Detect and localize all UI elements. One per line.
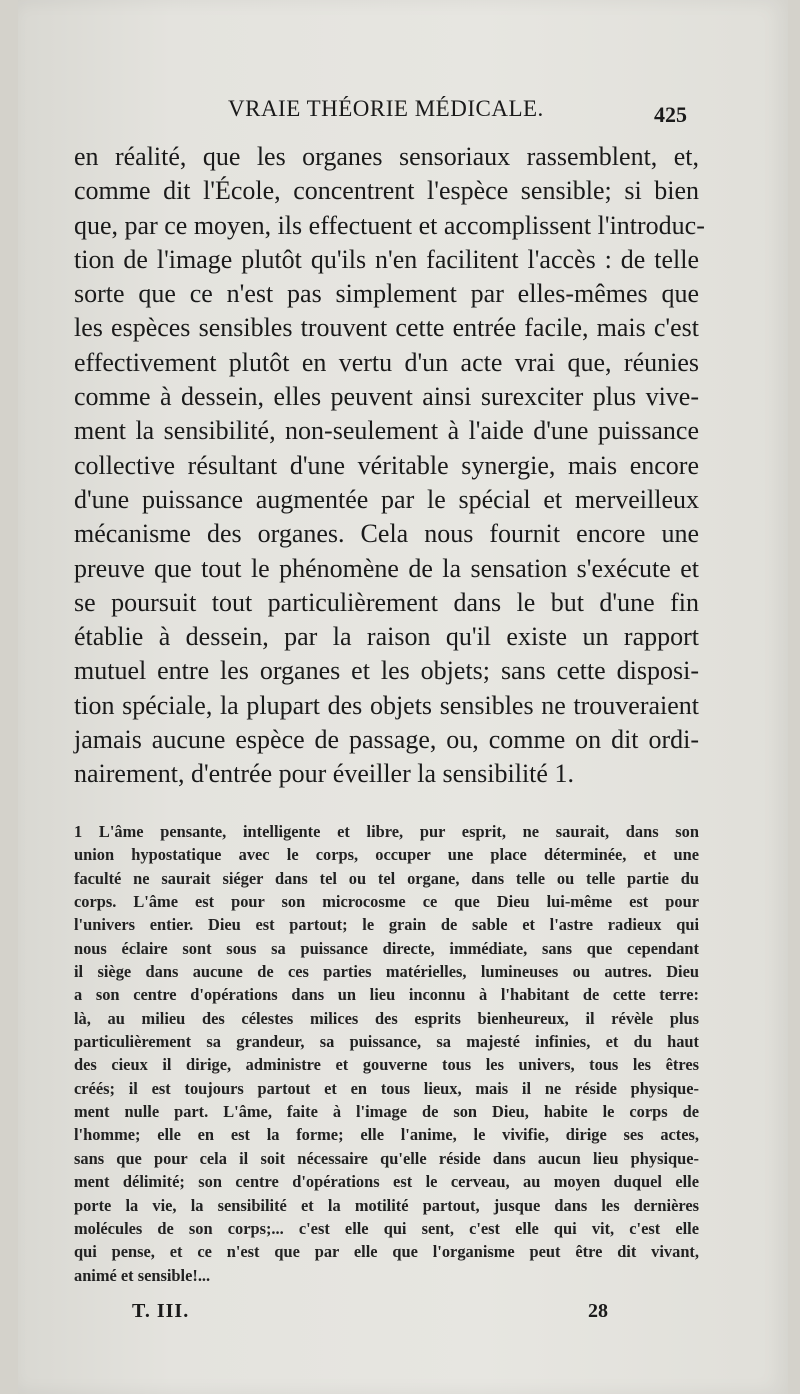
footnote-line: créés; il est toujours partout et en tous lieux, mais il ne réside physique- (74, 1078, 699, 1098)
footnote-line: ment nulle part. L'âme, faite à l'image de son Dieu, habite le corps de (74, 1102, 699, 1122)
text-line: d'une puissance augmentée par le spécial et merveilleux (74, 484, 699, 514)
footnote-line: là, au milieu des célestes milices des esprits bienheureux, il révèle plus (74, 1008, 699, 1028)
footnote-line: qui pense, et ce n'est que par elle que l'organisme peut être dit vivant, (74, 1242, 699, 1262)
text-line: en réalité, que les organes sensoriaux rassemblent, et, (74, 142, 699, 171)
text-line: les espèces sensibles trouvent cette entrée facile, mais c'est (74, 313, 699, 343)
page-header (0, 96, 800, 130)
footnote-line: nous éclaire sont sous sa puissance directe, immédiate, sans que cependant (74, 938, 699, 958)
text-line: mutuel entre les organes et les objets; sans cette disposi- (74, 656, 699, 686)
text-line: collective résultant d'une véritable synergie, mais encore (74, 450, 699, 480)
footnote-block (74, 820, 699, 1287)
footnote-line: l'univers entier. Dieu est partout; le grain de sable et l'astre radieux qui (74, 915, 699, 935)
running-head: VRAIE THÉORIE MÉDICALE. (228, 96, 544, 121)
footnote-line: molécules de son corps;... c'est elle qui sent, c'est elle qui vit, c'est elle (74, 1218, 699, 1238)
footnote-line: animé et sensible!... (74, 1265, 211, 1285)
text-line: mécanisme des organes. Cela nous fournit encore une (74, 519, 699, 549)
footnote-line: des cieux il dirige, administre et gouverne tous les univers, tous les êtres (74, 1055, 699, 1075)
footnote-line: il siège dans aucune de ces parties matérielles, lumineuses ou autres. Dieu (74, 962, 699, 982)
text-line: tion de l'image plutôt qu'ils n'en facilitent l'accès : de telle (74, 244, 699, 274)
text-line: ment la sensibilité, non-seulement à l'aide d'une puissance (74, 416, 699, 446)
text-line: tion spéciale, la plupart des objets sensibles ne trouveraient (74, 690, 699, 720)
text-line: comme à dessein, elles peuvent ainsi surexciter plus vive- (74, 382, 699, 412)
text-line: sorte que ce n'est pas simplement par elles-mêmes que (74, 279, 699, 309)
footnote-line: union hypostatique avec le corps, occuper une place déterminée, et une (74, 845, 699, 865)
footnote-line: sans que pour cela il soit nécessaire qu'elle réside dans aucun lieu physique- (74, 1148, 699, 1168)
text-line: que, par ce moyen, ils effectuent et accomplissent l'introduc- (74, 210, 705, 240)
footnote-line: faculté ne saurait siéger dans tel ou tel organe, dans telle ou telle partie du (74, 868, 699, 888)
page-number: 425 (654, 102, 687, 127)
text-line: se poursuit tout particulièrement dans le but d'une fin (74, 587, 699, 617)
text-line: établie à dessein, par la raison qu'il existe un rapport (74, 622, 699, 652)
sheet-number: 28 (588, 1300, 608, 1322)
footnote-line: a son centre d'opérations dans un lieu inconnu à l'habitant de cette terre: (74, 985, 699, 1005)
footnote-line: corps. L'âme est pour son microcosme ce que Dieu lui-même est pour (74, 892, 699, 912)
page-footer (0, 1300, 800, 1330)
text-line: comme dit l'École, concentrent l'espèce sensible; si bien (74, 176, 699, 206)
text-line: effectivement plutôt en vertu d'un acte vrai que, réunies (74, 347, 699, 377)
volume-signature: T. III. (132, 1300, 190, 1322)
text-line: jamais aucune espèce de passage, ou, comme on dit ordi- (74, 725, 699, 755)
text-line: preuve que tout le phénomène de la sensation s'exécute et (74, 553, 699, 583)
footnote-line: 1 L'âme pensante, intelligente et libre, pur esprit, ne saurait, dans son (74, 822, 699, 841)
footnote-line: ment délimité; son centre d'opérations est le cerveau, au moyen duquel elle (74, 1172, 699, 1192)
footnote-line: porte la vie, la sensibilité et la motilité partout, jusque dans les dernières (74, 1195, 699, 1215)
footnote-line: l'homme; elle en est la forme; elle l'anime, le vivifie, dirige ses actes, (74, 1125, 699, 1145)
main-text-block (74, 140, 705, 792)
footnote-line: particulièrement sa grandeur, sa puissance, sa majesté infinies, et du haut (74, 1032, 699, 1052)
text-line: nairement, d'entrée pour éveiller la sensibilité 1. (74, 759, 574, 789)
